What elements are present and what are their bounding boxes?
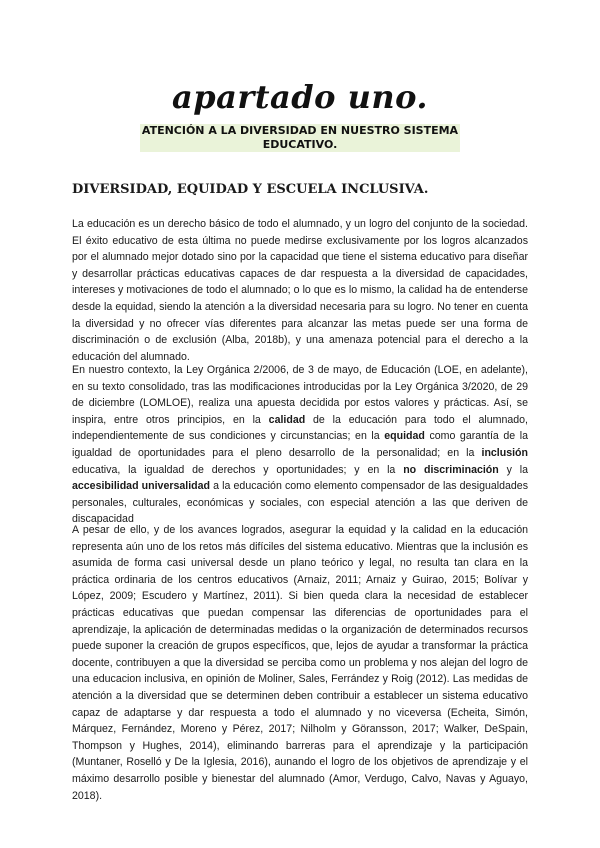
page-title: apartado uno. bbox=[171, 78, 429, 116]
bold-term-no-discriminacion: no discriminación bbox=[403, 463, 499, 476]
bold-term-accesibilidad: accesibilidad universalidad bbox=[72, 480, 210, 493]
bold-term-inclusion: inclusión bbox=[481, 446, 528, 459]
bold-term-equidad: equidad bbox=[384, 430, 425, 443]
paragraph-1: La educación es un derecho básico de todo el alumnado, y un logro del conjunto de la sociedad. El éxito educativo de esta última no puede medirse exclusivamente por los logros alcanzados por el alumnado mejor dotado sino por la capacidad que tiene el sistema educativo para diseñar y desarrollar prácticas educativas capaces de dar respuesta a la diversidad de capacidades, intereses y motivaciones de todo el alumnado; o lo que es lo mismo, la calidad ha de entenderse desde la equidad, siendo la atención a la diversidad necesaria para su logro. No tener en cuenta la diversidad y no ofrecer vías diferentes para alcanzar las metas puede ser una forma de discriminación o de exclusión (Alba, 2018b), y una amenaza potencial para el derecho a la educación del alumnado. bbox=[72, 218, 528, 363]
paragraph-2-text: a la educación como elemento compensador de las desigualdades personales, culturales, económicas y sociales, con especial atención a las que deriven de discapacidad bbox=[72, 480, 528, 526]
paragraph-2-text: En nuestro contexto, la Ley Orgánica 2/2006, de 3 de mayo, de Educación (LOE, en adelante), en su texto consolidado, tras las modificaciones introducidas por la Ley Orgánica 3/2020, de 29 de diciembre (LOMLOE), realiza una apuesta decidida por estos valores y prácticas. Así, se inspira, entre otros principios, en la bbox=[72, 364, 528, 426]
document-subtitle bbox=[140, 124, 460, 152]
bold-term-calidad: calidad bbox=[268, 413, 306, 426]
paragraph-2-text: como garantía de la igualdad de oportunidades para el pleno desarrollo de la personalidad; en la bbox=[72, 430, 528, 459]
subtitle-line-2: EDUCATIVO. bbox=[262, 138, 338, 151]
paragraph-2 bbox=[72, 362, 528, 528]
paragraph-2-text: y la bbox=[498, 463, 528, 476]
paragraph-3: A pesar de ello, y de los avances logrados, asegurar la equidad y la calidad en la educación representa aún uno de los retos más difíciles del sistema educativo. Mientras que la inclusión es asumida de forma casi universal desde un plano teórico y legal, no resulta tan clara en la práctica ordinaria de los centros educativos (Arnaiz, 2011; Arnaiz y Guirao, 2015; Bolívar y López, 2009; Escudero y Martínez, 2011). Si bien queda clara la necesidad de establecer prácticas educativas que puedan compensar las diferencias de oportunidades para el aprendizaje, la aplicación de determinadas medidas o la organización de determinados recursos puede suponer la creación de grupos específicos, que, lejos de ayudar a transformar la práctica docente, contribuyen a que la diversidad se perciba como un problema y nos alejan del logro de una educacion inclusiva, en opinión de Moliner, Sales, Ferrández y Roig (2012). Las medidas de atención a la diversidad que se determinen deben contribuir a establecer un sistema educativo capaz de adaptarse y dar respuesta a todo el alumnado y no viceversa (Echeita, Simón, Márquez, Fernández, Moreno y Pérez, 2017; Nilholm y Göransson, 2017; Walker, DeSpain, Thompson y Hughes, 2014), eliminando barreras para el aprendizaje y la participación (Muntaner, Roselló y De la Iglesia, 2016), aunando el logro de los objetivos de aprendizaje y el máximo desarrollo posible y bienestar del alumnado (Amor, Verdugo, Calvo, Navas y Aguayo, 2018). bbox=[72, 524, 528, 802]
paragraph-2-text: de la educación para todo el alumnado, independientemente de sus condiciones y circunstancias; en la bbox=[72, 413, 528, 443]
section-heading: DIVERSIDAD, EQUIDAD Y ESCUELA INCLUSIVA. bbox=[72, 182, 429, 197]
subtitle-line-1: ATENCIÓN A LA DIVERSIDAD EN NUESTRO SISTEMA bbox=[141, 124, 459, 137]
paragraph-2-text: educativa, la igualdad de derechos y oportunidades; y en la bbox=[72, 463, 404, 476]
